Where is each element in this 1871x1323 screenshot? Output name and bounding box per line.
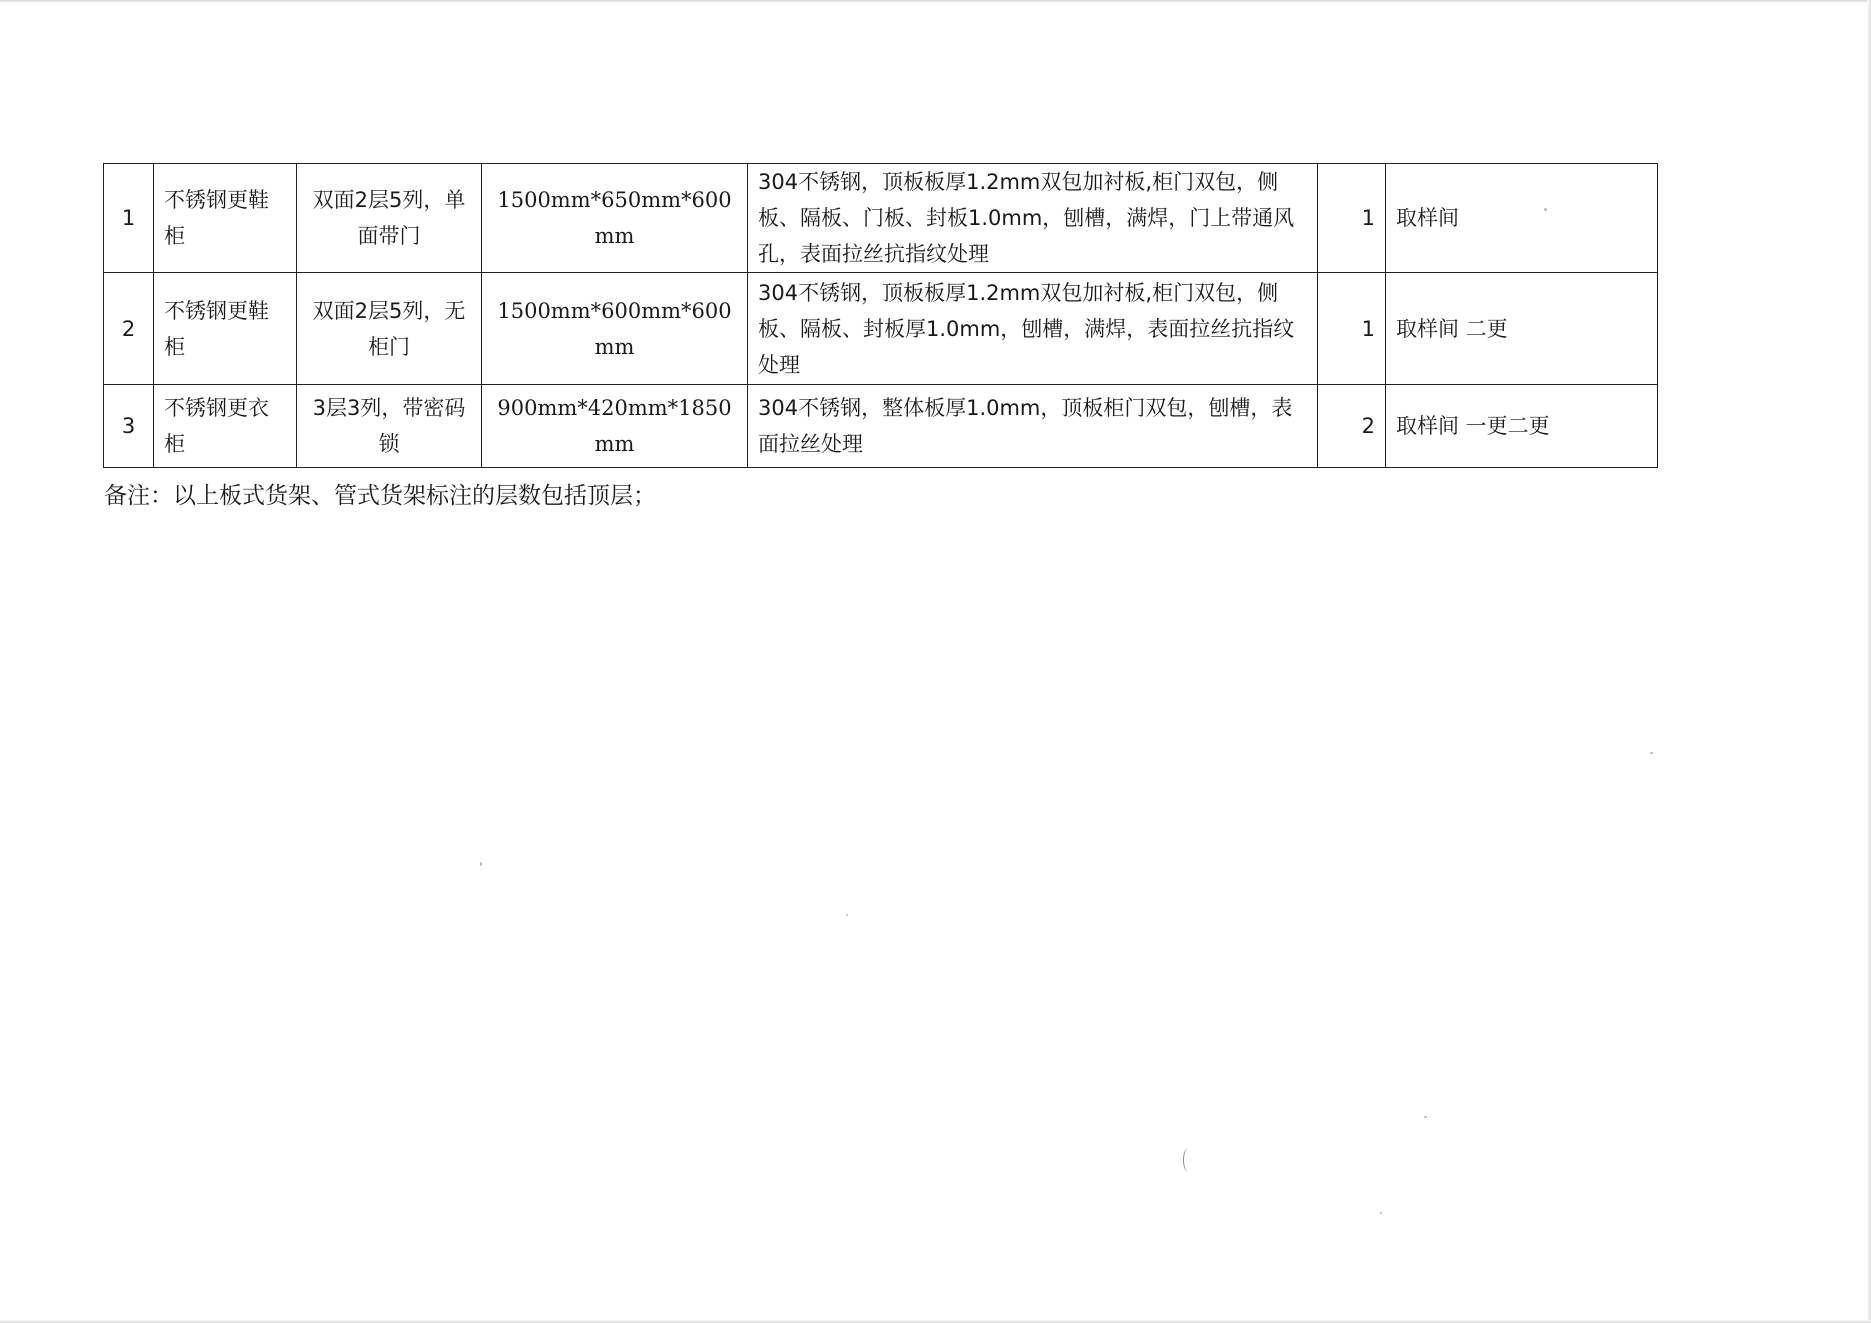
quantity-cell: 1 [1318,164,1386,273]
material-spec-cell: 304不锈钢，顶板板厚1.2mm双包加衬板,柜门双包，侧板、隔板、门板、封板1.0mm，刨槽，满焊，门上带通风孔，表面拉丝抗指纹处理 [748,164,1318,273]
dimensions-cell: 900mm*420mm*1850mm [482,385,748,468]
row-number-cell: 1 [104,164,154,273]
item-name-cell: 不锈钢更衣柜 [154,385,297,468]
row-number-cell: 3 [104,385,154,468]
table-row [104,385,1658,468]
configuration-cell: 双面2层5列，单面带门 [297,164,482,273]
location-cell: 取样间 二更 [1386,273,1658,385]
scan-speck [846,914,848,916]
location-cell: 取样间 一更二更 [1386,385,1658,468]
location-cell: 取样间 [1386,164,1658,273]
item-name-cell: 不锈钢更鞋柜 [154,273,297,385]
scan-top-edge [0,0,1871,3]
dimensions-cell: 1500mm*600mm*600mm [482,273,748,385]
dimensions-cell: 1500mm*650mm*600mm [482,164,748,273]
material-spec-cell: 304不锈钢，顶板板厚1.2mm双包加衬板,柜门双包，侧板、隔板、封板厚1.0mm，刨槽，满焊，表面拉丝抗指纹处理 [748,273,1318,385]
scan-speck [480,862,482,866]
item-name-cell: 不锈钢更鞋柜 [154,164,297,273]
scan-speck [1650,752,1653,754]
equipment-spec-table [103,163,1658,468]
table-row [104,273,1658,385]
scan-speck [1544,208,1547,211]
configuration-cell: 双面2层5列，无柜门 [297,273,482,385]
quantity-cell: 2 [1318,385,1386,468]
configuration-cell: 3层3列，带密码锁 [297,385,482,468]
pencil-mark [1183,1148,1194,1172]
scan-right-edge [1867,0,1871,1323]
remarks-note: 备注：以上板式货架、管式货架标注的层数包括顶层； [104,483,656,509]
material-spec-cell: 304不锈钢，整体板厚1.0mm，顶板柜门双包，刨槽，表面拉丝处理 [748,385,1318,468]
scan-speck [1380,1212,1382,1214]
scan-speck [1424,1116,1427,1118]
quantity-cell: 1 [1318,273,1386,385]
table-row [104,164,1658,273]
row-number-cell: 2 [104,273,154,385]
